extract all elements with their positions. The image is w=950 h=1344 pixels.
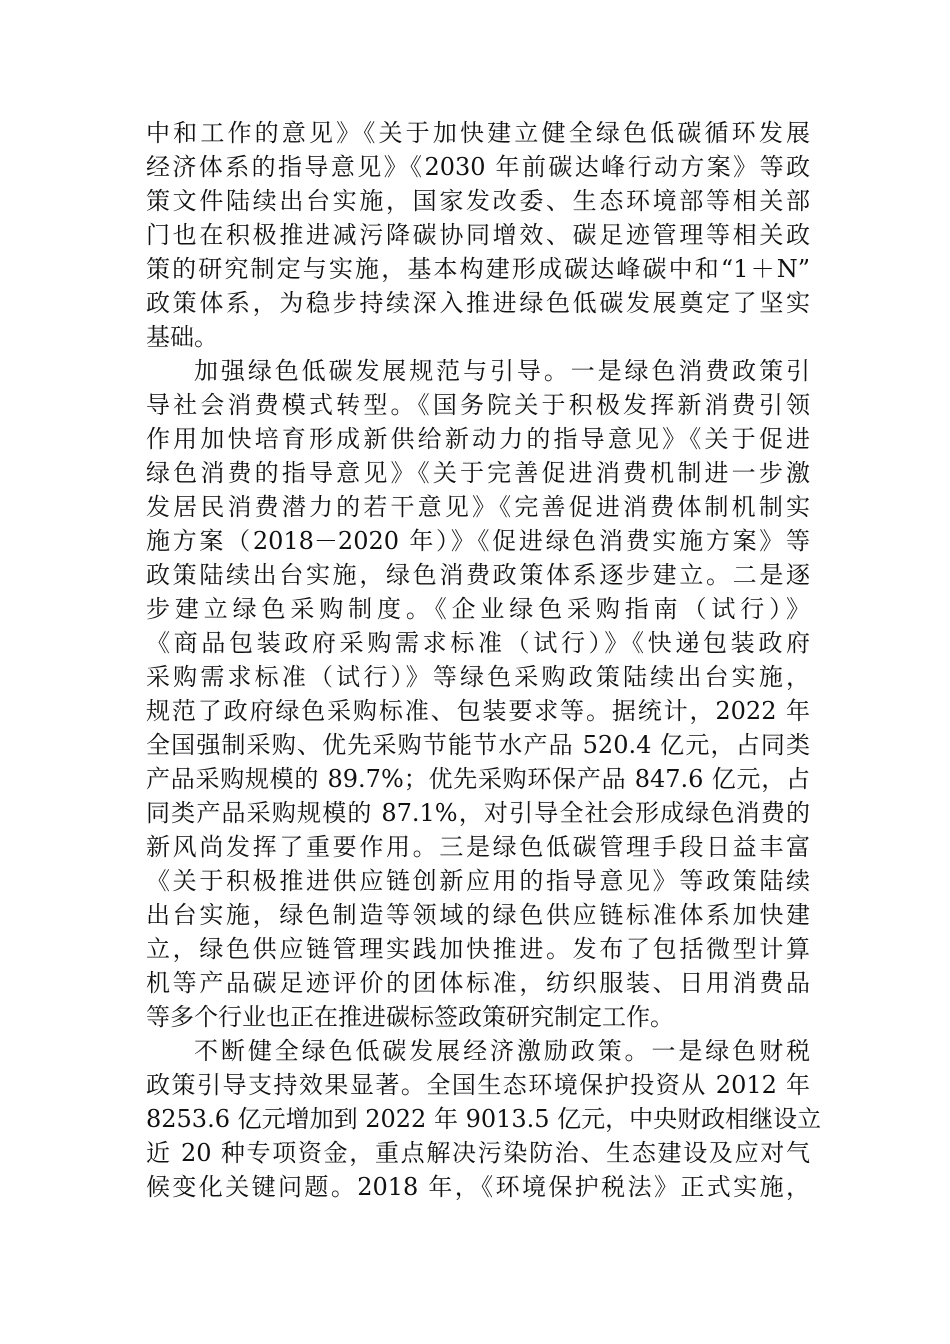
text-line-19: 全国强制采购、优先采购节能节水产品 520.4 亿元，占同类 xyxy=(146,731,810,759)
paragraph-3-first-line: 不断健全绿色低碳发展经济激励政策。一是绿色财税 xyxy=(194,1037,810,1065)
text-line-4: 门也在积极推进减污降碳协同增效、碳足迹管理等相关政 xyxy=(146,221,810,249)
text-line-5: 策的研究制定与实施，基本构建形成碳达峰碳中和“1＋N” xyxy=(146,255,810,283)
text-line-2: 经济体系的指导意见》《2030 年前碳达峰行动方案》等政 xyxy=(146,153,810,181)
text-line-23: 《关于积极推进供应链创新应用的指导意见》等政策陆续 xyxy=(146,867,810,895)
text-line-6: 政策体系，为稳步持续深入推进绿色低碳发展奠定了坚实 xyxy=(146,289,810,317)
text-line-27: 等多个行业也正在推进碳标签政策研究制定工作。 xyxy=(146,1003,674,1031)
paragraph-2-first-line: 加强绿色低碳发展规范与引导。一是绿色消费政策引 xyxy=(194,357,810,385)
text-line-14: 政策陆续出台实施，绿色消费政策体系逐步建立。二是逐 xyxy=(146,561,810,589)
text-line-16: 《商品包装政府采购需求标准（试行）》《快递包装政府 xyxy=(146,629,810,657)
text-line-10: 作用加快培育形成新供给新动力的指导意见》《关于促进 xyxy=(146,425,810,453)
text-line-30: 8253.6 亿元增加到 2022 年 9013.5 亿元，中央财政相继设立 xyxy=(146,1105,822,1133)
text-line-15: 步建立绿色采购制度。《企业绿色采购指南（试行）》 xyxy=(146,595,810,623)
text-line-3: 策文件陆续出台实施，国家发改委、生态环境部等相关部 xyxy=(146,187,810,215)
text-line-29: 政策引导支持效果显著。全国生态环境保护投资从 2012 年 xyxy=(146,1071,810,1099)
text-line-18: 规范了政府绿色采购标准、包装要求等。据统计，2022 年 xyxy=(146,697,810,725)
text-line-20: 产品采购规模的 89.7%；优先采购环保产品 847.6 亿元，占 xyxy=(146,765,810,793)
text-line-1: 中和工作的意见》《关于加快建立健全绿色低碳循环发展 xyxy=(146,119,810,147)
text-line-13: 施方案（2018－2020 年）》《促进绿色消费实施方案》等 xyxy=(146,527,810,555)
text-line-32: 候变化关键问题。2018 年，《环境保护税法》正式实施， xyxy=(146,1173,810,1201)
text-line-9: 导社会消费模式转型。《国务院关于积极发挥新消费引领 xyxy=(146,391,810,419)
text-line-7: 基础。 xyxy=(146,323,218,351)
text-line-21: 同类产品采购规模的 87.1%，对引导全社会形成绿色消费的 xyxy=(146,799,810,827)
text-line-24: 出台实施，绿色制造等领域的绿色供应链标准体系加快建 xyxy=(146,901,810,929)
text-line-25: 立，绿色供应链管理实践加快推进。发布了包括微型计算 xyxy=(146,935,810,963)
text-line-12: 发居民消费潜力的若干意见》《完善促进消费体制机制实 xyxy=(146,493,810,521)
text-line-26: 机等产品碳足迹评价的团体标准，纺织服装、日用消费品 xyxy=(146,969,810,997)
text-line-22: 新风尚发挥了重要作用。三是绿色低碳管理手段日益丰富 xyxy=(146,833,810,861)
text-line-11: 绿色消费的指导意见》《关于完善促进消费机制进一步激 xyxy=(146,459,810,487)
text-line-17: 采购需求标准（试行）》等绿色采购政策陆续出台实施， xyxy=(146,663,810,691)
text-line-31: 近 20 种专项资金，重点解决污染防治、生态建设及应对气 xyxy=(146,1139,810,1167)
